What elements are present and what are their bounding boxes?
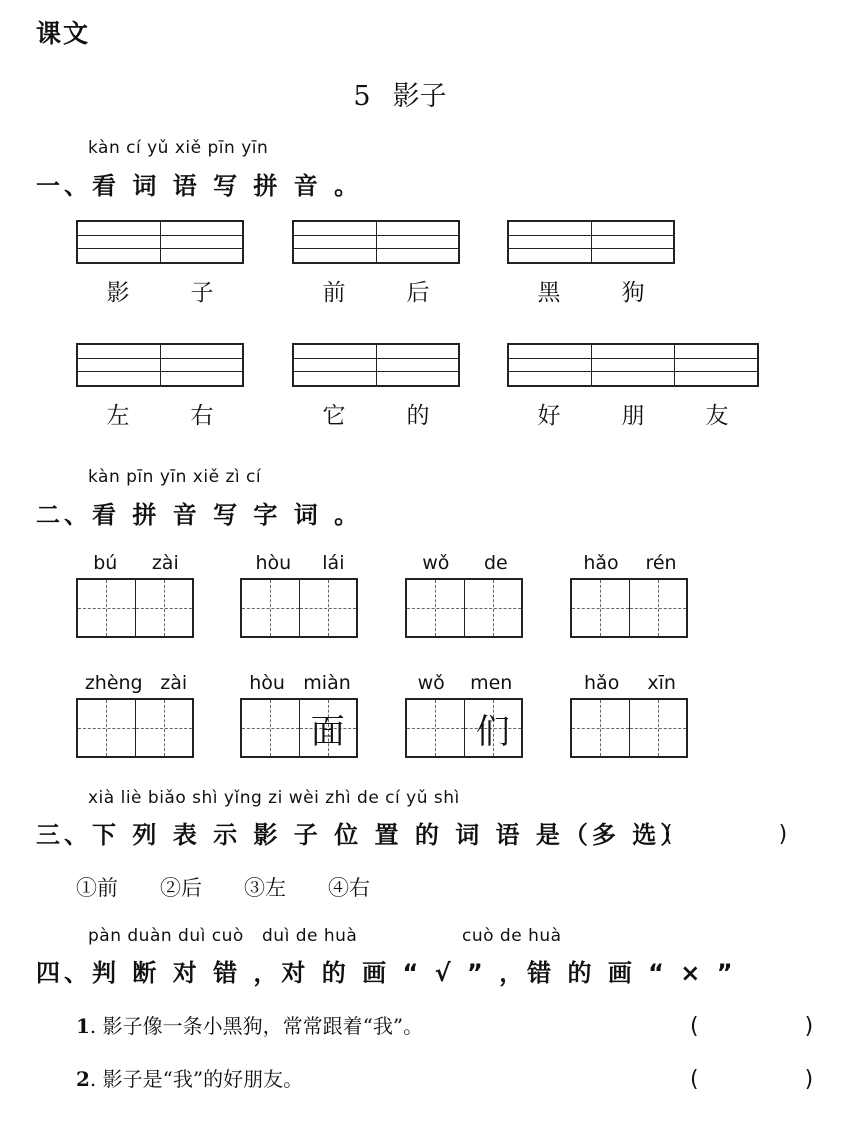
option-3[interactable]: ③左: [244, 876, 286, 900]
lesson-title: [0, 74, 800, 113]
word-group-6: [507, 343, 759, 430]
char-item-2: [240, 552, 358, 638]
word-char: 好: [537, 403, 561, 429]
char-pinyin: hǎo: [583, 552, 619, 574]
tianzige-grid[interactable]: [570, 578, 688, 638]
word-group-5: [292, 343, 460, 430]
lesson-number: 5: [353, 81, 371, 112]
char-pinyin: zài: [160, 672, 188, 694]
word-char: 后: [406, 280, 430, 306]
char-pinyin: hòu: [255, 552, 292, 574]
answer-parentheses[interactable]: ( ): [664, 822, 830, 847]
tianzige-grid[interactable]: [570, 698, 688, 758]
tianzige-grid[interactable]: [76, 578, 194, 638]
word-char: 黑: [537, 280, 561, 306]
pinyin-grid[interactable]: [292, 343, 460, 387]
printed-char: 面: [310, 711, 345, 752]
word-char: 前: [322, 280, 346, 306]
char-pinyin: lái: [322, 552, 345, 574]
tianzige-grid[interactable]: [240, 698, 358, 758]
pinyin-grid[interactable]: [76, 343, 244, 387]
section3-pinyin: xià liè biǎo shì yǐng zi wèi zhì de cí yǔ shì: [88, 788, 460, 808]
header-tag: 课文: [36, 19, 91, 48]
char-pinyin: zhèng: [84, 672, 143, 694]
char-pinyin: wǒ: [417, 672, 445, 694]
char-pinyin: men: [470, 672, 513, 694]
section4-pinyin-c: cuò de huà: [462, 926, 562, 946]
char-pinyin: bú: [93, 552, 118, 574]
char-pinyin: xīn: [647, 672, 676, 694]
word-group-4: [76, 343, 244, 430]
section2-pinyin: kàn pīn yīn xiě zì cí: [88, 467, 262, 487]
char-pinyin: hòu: [249, 672, 285, 694]
pinyin-grid[interactable]: [507, 220, 675, 264]
word-char: 左: [106, 403, 130, 429]
tianzige-grid[interactable]: [240, 578, 358, 638]
char-item-6: [240, 672, 358, 758]
section3-title: 三、下 列 表 示 影 子 位 置 的 词 语 是（多 选）: [36, 821, 689, 849]
pinyin-grid[interactable]: [292, 220, 460, 264]
char-pinyin: de: [483, 552, 508, 574]
section1-title: 一、看 词 语 写 拼 音 。: [36, 172, 363, 200]
char-pinyin: rén: [645, 552, 677, 574]
word-char: 子: [190, 280, 214, 306]
word-group-3: [507, 220, 675, 307]
lesson-title-text: 影子: [392, 81, 447, 112]
option-4[interactable]: ④右: [328, 876, 370, 900]
word-char: 右: [190, 403, 214, 429]
option-2[interactable]: ②后: [160, 876, 202, 900]
statement-2-answer[interactable]: ( ): [690, 1067, 855, 1092]
char-item-5: [76, 672, 194, 758]
tianzige-grid[interactable]: [405, 698, 523, 758]
printed-char: 们: [475, 711, 510, 752]
section2-title: 二、看 拼 音 写 字 词 。: [36, 501, 363, 529]
section4-title: 四、判 断 对 错 ，对 的 画 “ √ ” ，错 的 画 “ × ”: [36, 959, 737, 987]
word-char: 影: [106, 280, 130, 306]
tianzige-grid[interactable]: [405, 578, 523, 638]
statement-2: 2. 影子是“我”的好朋友。: [76, 1067, 304, 1091]
word-char: 朋: [621, 403, 645, 429]
tianzige-grid[interactable]: [76, 698, 194, 758]
word-group-1: [76, 220, 244, 307]
options-row: [76, 872, 412, 902]
word-char: 狗: [621, 280, 645, 306]
word-char: 它: [322, 403, 346, 429]
option-1[interactable]: ①前: [76, 876, 118, 900]
char-pinyin: miàn: [303, 672, 351, 694]
char-pinyin: hǎo: [584, 672, 620, 694]
char-item-8: [570, 672, 688, 758]
word-char: 友: [705, 403, 729, 429]
word-group-2: [292, 220, 460, 307]
char-item-1: [76, 552, 194, 638]
pinyin-grid[interactable]: [76, 220, 244, 264]
statement-1-answer[interactable]: ( ): [690, 1014, 855, 1039]
word-char: 的: [406, 403, 430, 429]
section4-pinyin-a: pàn duàn duì cuò: [88, 926, 244, 946]
char-item-4: [570, 552, 688, 638]
char-pinyin: zài: [151, 552, 179, 574]
char-pinyin: wǒ: [422, 552, 450, 574]
statement-1: 1. 影子像一条小黑狗，常常跟着“我”。: [76, 1014, 424, 1038]
section1-pinyin: kàn cí yǔ xiě pīn yīn: [88, 138, 269, 158]
char-item-3: [405, 552, 523, 638]
pinyin-grid[interactable]: [507, 343, 759, 387]
section4-pinyin-b: duì de huà: [262, 926, 358, 946]
char-item-7: [405, 672, 523, 758]
